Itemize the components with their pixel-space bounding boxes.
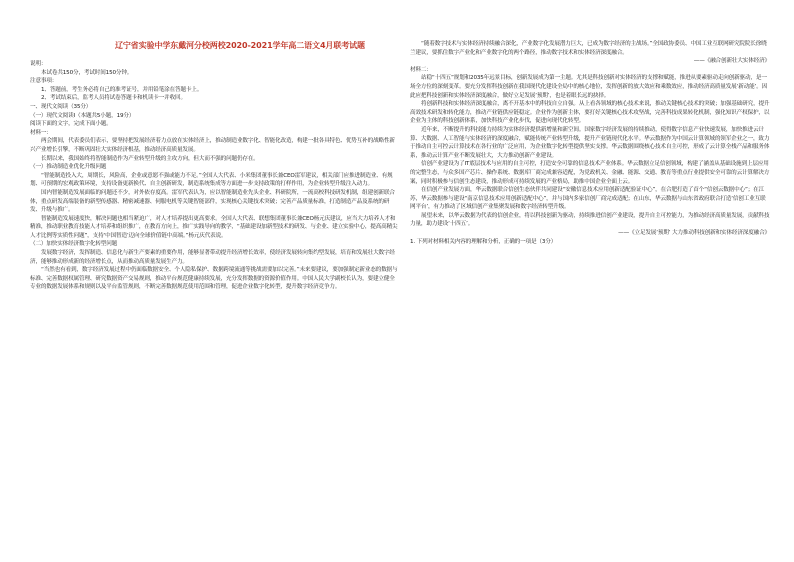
m2-para-3: 近年来，不断提升的科技能力持续为实体经济提供新增量和新空间。国家数字经济发展的持续推动，使得数字信息产业快速发展，加快推进云计算、大数据、人工智能与实体经济的深度融合，赋能传统产业转型升级，提升产业链现代化水平。华云数据作为中国云计算领域的领军企业之一，致力于推动自主可控云计算技术在各行业的广泛应用，为企业数字化转型提供坚实支撑。华云数据围绕核心技术自主可控，形成了云计算全栈产品和服务体系，推动云计算产业不断发展壮大，大力推动创新产业建设。 (410, 126, 770, 159)
note-2: 注意事项： (30, 78, 58, 85)
question-1: 1. 下列对材料相关内容的理解和分析，正确的一项是（3分） (410, 238, 557, 245)
page-title: 辽宁省实验中学东戴河分校两校2020-2021学年高二语文4月联考试题 (115, 41, 365, 50)
m1-subheading-2: （二）加快实体经济数字化转型问题 (30, 241, 118, 248)
material2-label: 材料二： (410, 66, 432, 73)
left-column (30, 0, 400, 562)
m2-para-4: 信创产业建设为了IT底层技术与应用的自主可控，打造安全可靠的信息技术产业体系。华云数据立足信创领域，构建了涵盖从基础设施到上层应用的完整生态，与众多国产芯片、操作系统、数据库厂商完成兼容适配，为党政机关、金融、能源、交通、教育等重点行业提供安全可靠的云计算解决方案，同时积极参与信创生态建设，推动形成可持续发展的产业格局，助推中国企业全面上云。 (410, 161, 770, 185)
source-2: ——《立足发展‘预期’ 大力推动科技创新和实体经济深度融合》 (618, 230, 770, 237)
m2-para-2: 将创新科技和实体经济深度融合，离不开基本中的科技自立自强。从上看各领域的核心技术来说，推动关键核心技术的突破；加强基础研究，提升高效技术研发和转化能力，推动产业链供应链稳定。企业作为创新主体，要打好关键核心技术攻坚战，完善科技成果转化机制，强化知识产权保护，以企业为主体的科技创新体系，加快科技产业化步伐，促进向现代化转型。 (410, 101, 770, 125)
notes-block (30, 60, 400, 292)
m1-para-1: 两会期间，代表委员们表示，要坚持把发展经济着力点放在实体经济上，推动制造业数字化、智能化改造，构建一批各具特色、优势互补的战略性新兴产业增长引擎，不断巩固壮大实体经济根基，推动经济高质量发展。 (30, 138, 395, 153)
m2-para-1: 站稳“十四五”规划和2035年远景目标，创新发展成为第一主题。尤其是科技创新对实体经济的支撑和赋能，推进从要素驱动走向创新驱动，是一场全方位的深刻变革。要充分发挥科技创新在我国现代化建设全局中的核心地位，发挥创新的放大效应和乘数效应，推动经济高质量发展‘新动能’。因此应把科技创新和实体经济深度融合，做好立足发展‘预期’，也是着眼长远的抉择。 (410, 75, 768, 99)
source-1: ——《融合创新壮大实体经济》 (693, 58, 770, 65)
m1-para-7: “当然也有看到，数字经济发展过程中仍面临数据安全、个人隐私保护、数据跨境流通等挑战需要加以完善。”未来要建议，要加强制定新业态的数据与标准、完善数据权属管理、研究数据资产交易规则，推动平台规范健康持续发展，充分发挥数据的资源价值作用。中国人民大学副校长认为，要建立健全专业的数据发展体系和规则以及平台监管规则，不断完善数据规范使用范围和管理，促进企业数字化转型，提升数字经济竞争力。 (30, 267, 398, 291)
notes-header: 说明： (30, 61, 47, 67)
m2-para-6: 展望未来，以华云数据为代表的信创企业，将以科技创新为驱动，持续推进信创产业建设，提升自主可控能力，为推动经济高质量发展，贡献科技力量，助力建设‘十四五’。 (410, 212, 770, 228)
note-3: 1、答题前，考生务必将自己的准考证号，并用铅笔涂在答题卡上。 (41, 86, 203, 93)
m1-para-4: 国内智能制造发展面临的问题还不少，对外依存度高。雷军代表认为，应以智能制造业先头企业、科研院所，一流高校科技研发机制，组建创新联合体，重点研发高端装备的新型传感器、精密减速器、伺服电机等关键智能部件，实现核心关键技术突破；完善产品质量标准，打造制造产品及系统的研发、升级与推广。 (30, 189, 395, 214)
note-4: 2、考试结束后，监考人员将试卷答题卡和机读卡一并收回。 (41, 95, 186, 102)
material1-label: 材料一： (30, 129, 52, 136)
right-block (410, 40, 770, 246)
note-1: 本试卷共150分，考试时间150分钟。 (41, 69, 133, 76)
m1-para-5: 智能制造发展速度快，解决问题也相当紧迫广，对人才培养提出更高要求。全国人大代表、联想集团董事长兼CEO杨元庆建议，应当大力培养人才和精准，推动职业教育技能人才培养和组织推广，在教育方向上，推广实践导向的教学，“基础建设加新型技术的研发、与企业、建立实验中心，提高高精尖人才比例等实质性问题”，支持‘中国智造’迈向全球价值链中高端。”杨元庆代表说。 (30, 215, 398, 239)
m2-para-5: 在信创产业发展方面，华云数据联合信创生态伙伴共同建设“安徽信息技术应用创新适配验证中心”，在合肥打造了首个“信创云数据中心”；在江苏，华云数据参与建设“南京信息技术应用创新适配中心”，并与国内多家信创厂商完成适配；在山东，华云数据与山东省政府联合打造‘信创工业互联网平台’，有力推动了区域信创产业集聚发展和数字经济转型升级。 (410, 187, 766, 211)
section-heading: 一、现代文阅读（35分） (30, 103, 92, 110)
m1-para-2: 长期以来，我国始终将智能制造作为产业转型升级的主攻方向，但大而不强的问题仍存在。 (41, 155, 259, 162)
instruction: 阅读下面的文字，完成下面小题。 (30, 121, 112, 128)
subsection-heading: （一）现代文阅读Ⅰ（本题共5小题，19分） (30, 112, 135, 119)
top-quote: “随着数字技术与实体经济持续融合深化，产业数字化发展潜力巨大，已成为数字经济的主战场。”全国政协委员、中国工业互联网研究院院长徐晓兰建议，要抓住数字产业化和产业数字化的两个路径，推动数字技术和实体经济深度融合。 (410, 41, 767, 56)
m1-para-6: 发展数字经济，发挥制造、信息化与新生产要素的重要作用，能够显著带动提升经济增长效率，使经济发展转向集约型发展，培育和发展壮大数字经济，能够推动形成新的经济增长点，从而推动高质量发展生产力。 (30, 250, 395, 265)
m1-subheading-1: （一）推动制造业优化升级问题 (30, 164, 107, 171)
right-column (410, 0, 770, 562)
m1-para-3: “智能制造投入大，周期长，风险高，企业或意愿不强或能力不足。”全国人大代表、小米集团董事长兼CEO雷军建议，相关部门应推进制造业、有规划、可预期的宏观政策环境，支持设备更新换代、自主创新研发，制造系统集成等方面进一步支持政策的打样作用，为企业转型升级注入动力。 (30, 172, 393, 188)
